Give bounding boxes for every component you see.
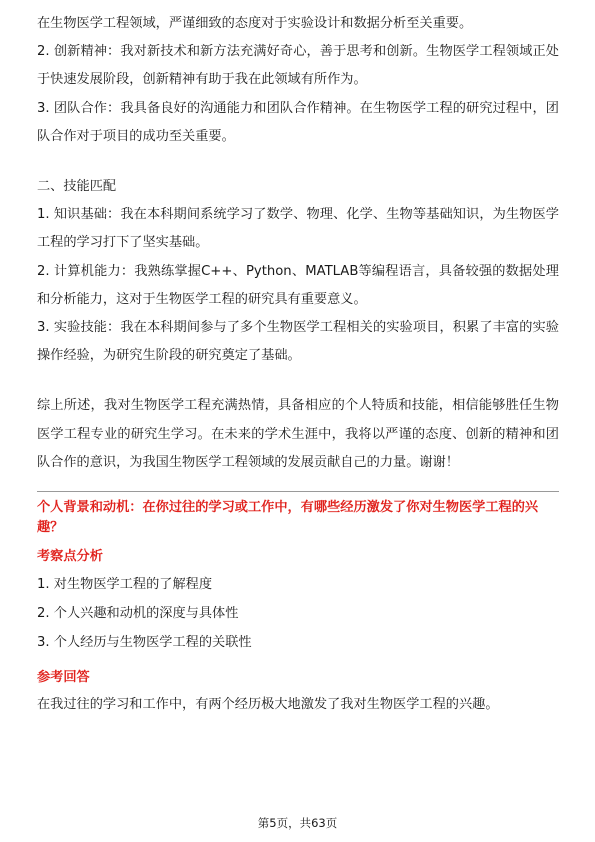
answer-paragraph: 在我过往的学习和工作中，有两个经历极大地激发了我对生物医学工程的兴趣。 xyxy=(37,697,499,713)
document-page xyxy=(37,10,559,719)
analysis-item: 3. 个人经历与生物医学工程的关联性 xyxy=(37,635,252,651)
answer-heading: 参考回答 xyxy=(37,670,90,686)
analysis-item: 1. 对生物医学工程的了解程度 xyxy=(37,577,213,593)
skills-heading: 二、技能匹配 xyxy=(37,179,117,195)
page-number: 第5页，共63页 xyxy=(257,816,338,830)
skill-knowledge-paragraph: 1. 知识基础：我在本科期间系统学习了数学、物理、化学、生物等基础知识，为生物医学工程的学习打下了坚实基础。 xyxy=(37,207,559,251)
conclusion-paragraph: 综上所述，我对生物医学工程充满热情，具备相应的个人特质和技能，相信能够胜任生物医学工程专业的研究生学习。在未来的学术生涯中，我将以严谨的态度、创新的精神和团队合作的意识，为我国生物医学工程领域的发展贡献自己的力量。谢谢！ xyxy=(37,398,559,470)
analysis-item: 2. 个人兴趣和动机的深度与具体性 xyxy=(37,606,239,622)
analysis-heading: 考察点分析 xyxy=(37,549,103,565)
section-divider xyxy=(37,491,559,492)
skill-computer-paragraph: 2. 计算机能力：我熟练掌握C++、Python、MATLAB等编程语言，具备较强的数据处理和分析能力，这对于生物医学工程的研究具有重要意义。 xyxy=(37,263,559,307)
skill-lab-paragraph: 3. 实验技能：我在本科期间参与了多个生物医学工程相关的实验项目，积累了丰富的实验操作经验，为研究生阶段的研究奠定了基础。 xyxy=(37,320,559,364)
trait-teamwork-paragraph: 3. 团队合作：我具备良好的沟通能力和团队合作精神。在生物医学工程的研究过程中，团队合作对于项目的成功至关重要。 xyxy=(37,100,559,144)
trait-innovation-paragraph: 2. 创新精神：我对新技术和新方法充满好奇心，善于思考和创新。生物医学工程领域正处于快速发展阶段，创新精神有助于我在此领域有所作为。 xyxy=(37,44,559,88)
intro-tail-paragraph: 在生物医学工程领域，严谨细致的态度对于实验设计和数据分析至关重要。 xyxy=(37,16,473,31)
question-title: 个人背景和动机：在你过往的学习或工作中，有哪些经历激发了你对生物医学工程的兴趣？ xyxy=(37,500,539,536)
